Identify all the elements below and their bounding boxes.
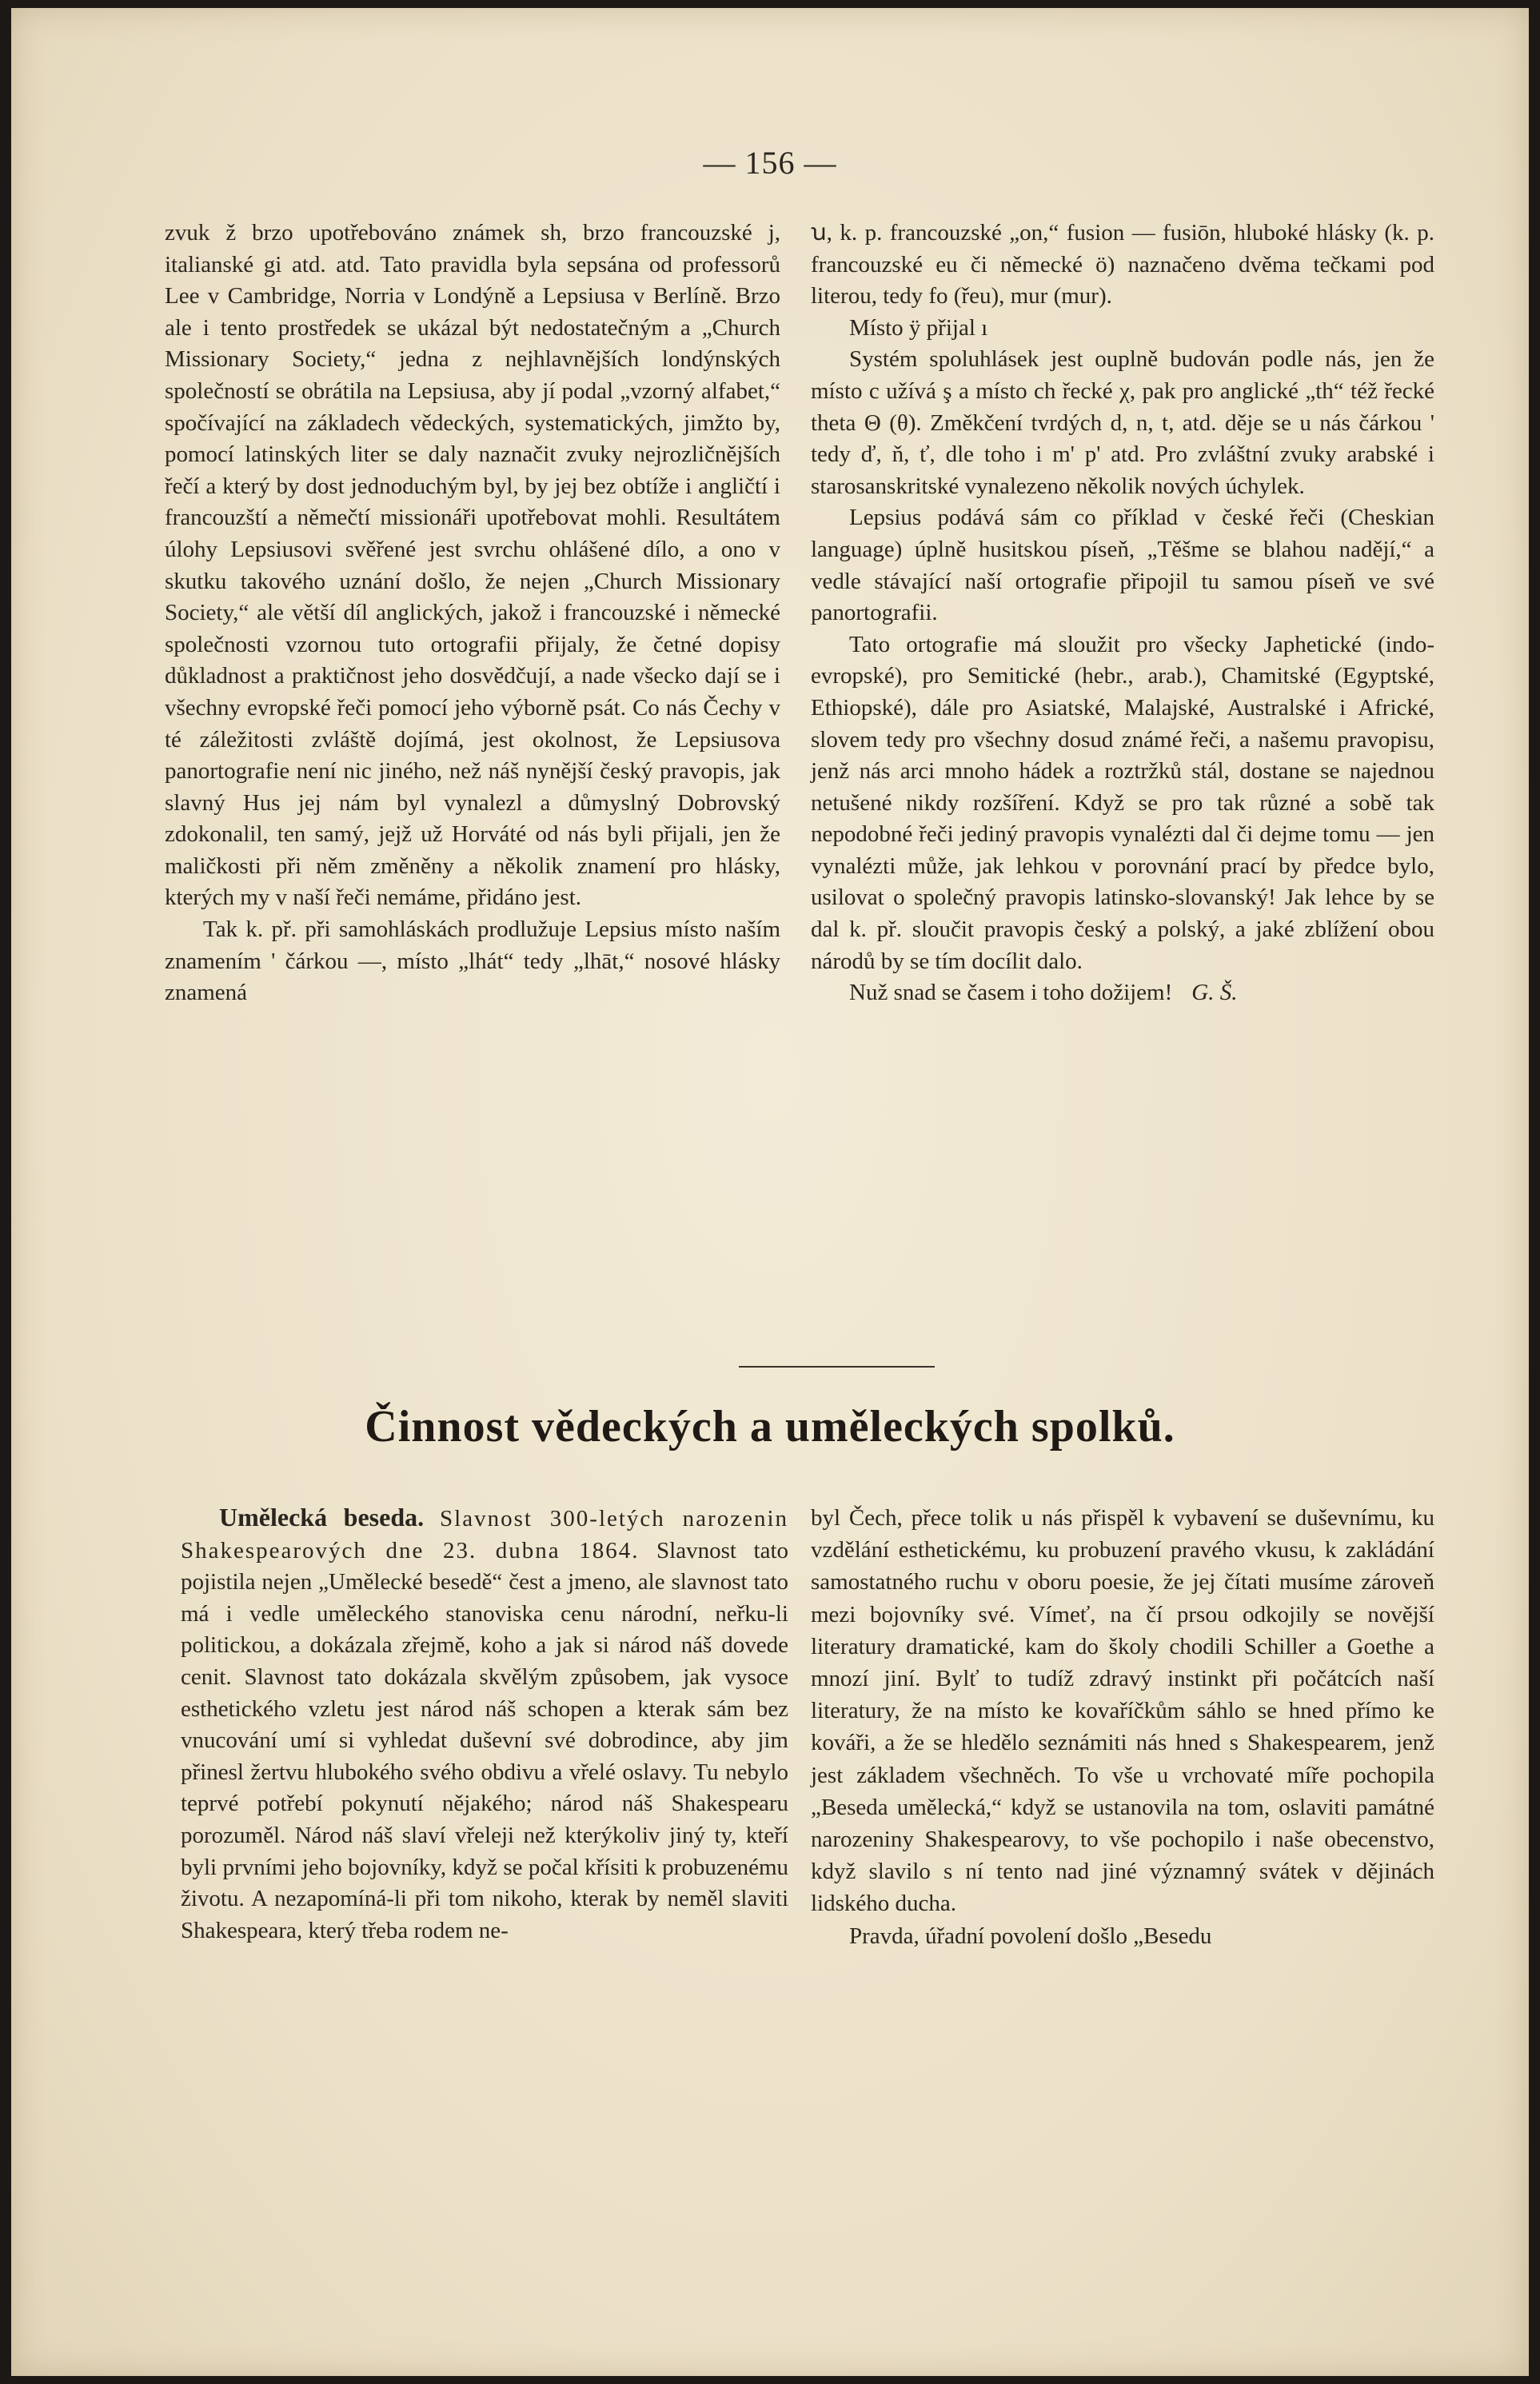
section-heading: Činnost vědeckých a uměleckých spolků. [365,1402,1175,1452]
paragraph: Tak k. př. při samohláskách prodlužuje Lepsius místo naším znamením ' čárkou —, místo „lhát“ tedy „lhāt,“ nosové hlásky znamená [165,916,780,1006]
bottom-right-column [811,1502,1434,1952]
paragraph: Tato ortografie má sloužit pro všecky Japhetické (indo-evropské), pro Semitické (hebr., arab.), Chamitské (Egyptské, Ethiopské), dále pro Asiatské, Malajské, Australské i Africké, slovem tedy pro všechny dosud známé řeči, a našemu pravopisu, jenž nás arci mnoho hádek a roztržků stál, dostane se najednou netušené nikdy rozšíření. Když se pro tak různé a sobě tak nepodobné řeči jediný pravopis vynalézti dal či dejme tomu — jen vynalézti může, jak lehkou v porovnání prací by předce bylo, usilovat o společný pravopis latinsko-slovanský! Jak lehce by se dal k. př. sloučit pravopis český a polský, a jaké zblížení obou národů by se tím docílit dalo. [811,631,1434,974]
closing-paragraph [811,977,1434,1009]
author-signature: G. Š. [1191,980,1238,1006]
paragraph: Místo ÿ přijal ı [849,314,988,341]
paragraph: Systém spoluhlásek jest ouplně budován podle nás, jen že místo c užívá ş a místo ch řecké χ, pak pro anglické „th“ též řecké theta Θ (θ). Změkčení tvrdých d, n, t, atd. děje se u nás čárkou ' tedy ď, ň, ť, dle toho i m' p' atd. Pro zvláštní zvuky arabské i starosanskritské vynalezeno několik nových úchylek. [811,346,1434,499]
closing-sentence: Nuž snad se časem i toho dožijem! [849,980,1173,1006]
paragraph: ꭒ, k. p. francouzské „on,“ fusion — fusiōn, hluboké hlásky (k. p. francouzské eu či německé ö) naznačeno dvěma tečkami pod literou, tedy fo (řeu), mur (mur). [811,220,1434,309]
top-right-column [811,218,1434,1009]
document-page [11,8,1529,2376]
bottom-left-column [181,1502,788,1947]
paragraph: zvuk ž brzo upotřebováno známek sh, brzo francouzské j, italianské gi atd. atd. Tato pravidla byla sepsána od professorů Lee v Cambridge, Norria v Londýně a Lepsiusa v Berlíně. Brzo ale i tento prostředek se ukázal být nedostatečným a „Church Missionary Society,“ jedna z nejhlavnějších londýnských společností se obrátila na Lepsiusa, aby jí podal „vzorný alfabet,“ spočívající na základech vědeckých, systematických, jimžto by, pomocí latinských liter se daly naznačit zvuky nejrozličnějších řečí a který by dost jednoduchým byl, by jej bez obtíže i angličtí i francouzští a němečtí missionáři upotřebovat mohli. Resultátem úlohy Lepsiusovi svěřené jest svrchu ohlášené dílo, a ono v skutku takového uznání došlo, že nejen „Church Missionary Society,“ ale větší díl anglických, jakož i francouzské i německé společnosti vzornou tuto ortografii přijaly, že četné dopisy důkladnost a praktičnost jeho dosvědčují, a nade všecko dají se i všechny evropské řeči pomocí jeho výborně psát. Co nás Čechy v té záležitosti zvláště dojímá, jest okolnost, že Lepsiusova panortografie není nic jiného, než náš nynější český pravopis, jak slavný Hus jej nám byl vynalezl a důmyslný Dobrovský zdokonalil, ten samý, jejž už Horváté od nás byli přijali, jen že maličkosti při něm změněny a několik znamení pro hlásky, kterých my v naší řeči nemáme, přidáno jest. [165,220,780,911]
article-lead: Umělecká beseda. [219,1503,425,1531]
article-subtitle: Slavnost 300-letých narozenin Shakespearových dne 23. dubna 1864. [181,1506,789,1563]
paragraph: byl Čech, přece tolik u nás přispěl k vybavení se duševnímu, ku vzdělání esthetickému, ku probuzení pravého vkusu, k zakládání samostatného ruchu v oboru poesie, že jej čítati musíme zároveň mezi bojovníky své. Vímeť, na čí prsou odkojily se novější literatury dramatické, kam do školy chodili Schiller a Goethe a mnozí jiní. Bylť to tudíž zdravý instinkt při počátcích naší literatury, že na místo ke kovaříčkům sáhlo se hned přímo ke kováři, a že se hledělo seznámiti nás hned s Shakespearem, jenž jest základem všechněch. To vše u vrchovaté míře pochopila „Beseda umělecká,“ když se ustanovila na tom, oslaviti památné narozeniny Shakespearovy, to vše pochopilo i naše obecenstvo, když slavilo s ní tento nad jiné významný svátek v dějinách lidského ducha. [811,1505,1434,1917]
page-number: — 156 — [703,145,837,181]
section-divider [739,1366,935,1368]
paragraph: Pravda, úřadní povolení došlo „Besedu [849,1923,1212,1949]
article-body: Slavnost tato pojistila nejen „Umělecké besedě“ čest a jmeno, ale slavnost tato má i vedle uměleckého stanoviska cenu národní, neřku-li politickou, a dokázala zřejmě, koho a jak si národ náš dovede cenit. Slavnost tato dokázala skvělým způsobem, jak vysoce esthetického vzletu jest národ náš schopen a kterak sám bez vnucování umí si vyhledat duševní své dobrodince, aby jim přinesl žertvu hlubokého svého obdivu a vřelé oslavy. Tu nebylo teprvé potřebí pokynutí nějakého; národ náš Shakespearu porozuměl. Národ náš slaví vřeleji než kterýkoliv jiný ty, kteří byli prvními jeho bojovníky, když se počal křísiti k probuzenému životu. A nezapomíná-li při tom nikoho, kterak by neměl slaviti Shakespeara, který třeba rodem ne- [181,1537,789,1943]
paragraph [181,1502,788,1947]
top-left-column [165,218,780,1009]
paragraph: Lepsius podává sám co příklad v české řeči (Cheskian language) úplně husitskou píseň, „Těšme se blahou nadějí,“ a vedle stávající naší ortografie připojil tu samou píseň ve své panortografii. [811,505,1434,626]
